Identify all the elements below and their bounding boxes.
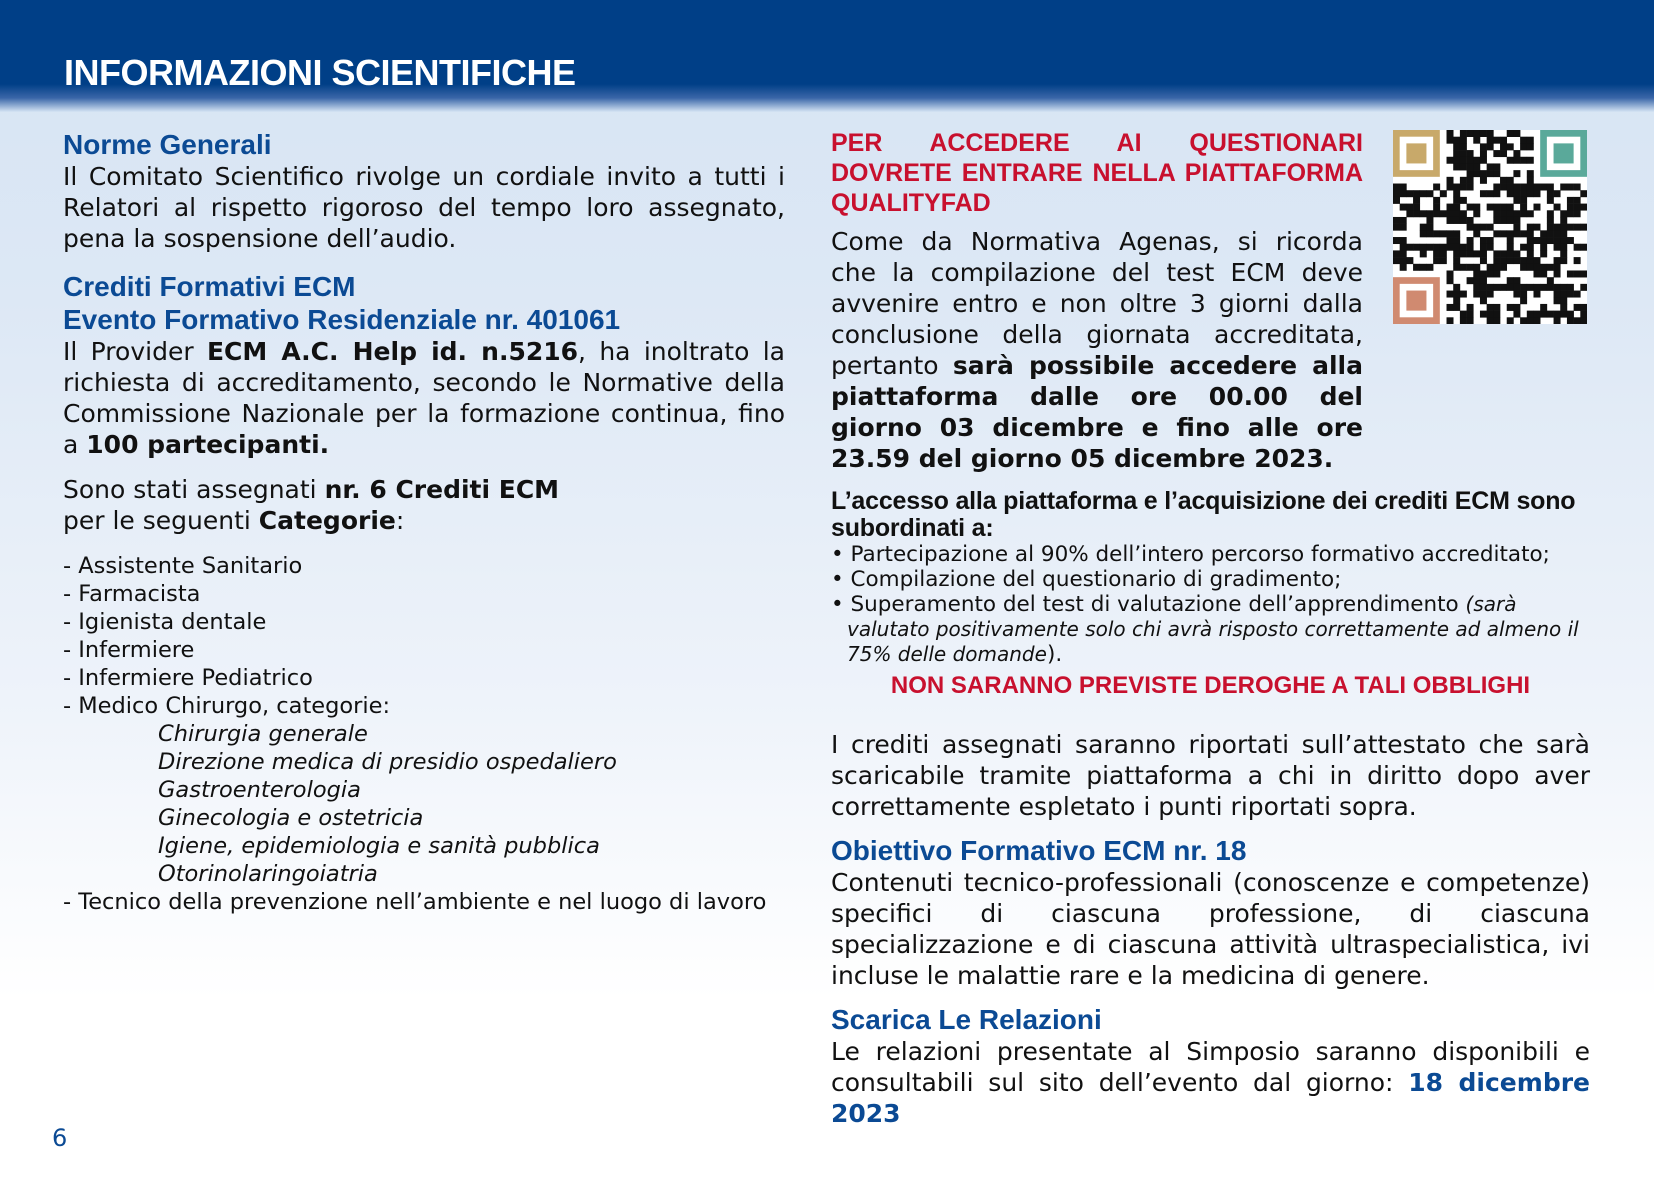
evento-heading: Evento Formativo Residenziale nr. 401061 — [63, 304, 621, 335]
list-item: • Partecipazione al 90% dell’intero percorso formativo accreditato; — [831, 542, 1550, 567]
norme-text: Il Comitato Scientifico rivolge un cordiale invito a tutti i Relatori al rispetto rigoroso del tempo loro assegnato, pena la sospensione dell’audio. — [63, 162, 785, 253]
qr-code-graphic — [1393, 130, 1587, 324]
obiettivo-heading: Obiettivo Formativo ECM nr. 18 — [831, 835, 1247, 866]
list-item: • Superamento del test di valutazione dell’apprendimento (sarà valutato positivamente solo chi avrà risposto correttamente ad almeno il 75% delle domande). — [831, 592, 1579, 667]
list-item: Igiene, epidemiologia e sanità pubblica — [158, 833, 600, 859]
credits-count: nr. 6 Crediti ECM — [324, 475, 560, 504]
categories-list — [63, 552, 785, 916]
list-item: - Tecnico della prevenzione nell’ambiente e nel luogo di lavoro — [63, 889, 767, 915]
scarica-heading: Scarica Le Relazioni — [831, 1004, 1102, 1035]
obiettivo-text: Contenuti tecnico-professionali (conoscenze e competenze) specifici di ciascuna professione, di ciascuna specializzazione e di ciascuna attività ultraspecialistica, ivi incluse le malattie rare e la medicina di genere. — [831, 868, 1590, 990]
assegnati-text: Sono stati assegnati nr. 6 Crediti ECM per le seguenti Categorie: — [63, 475, 560, 535]
normativa-text: Come da Normativa Agenas, si ricorda che la compilazione del test ECM deve avvenire entro e non oltre 3 giorni dalla conclusione della giornata accreditata, pertanto sarà possibile accedere alla piattaforma dalle ore 00.00 del giorno 03 dicembre e fino alle ore 23.59 del giorno 05 dicembre 2023. — [831, 227, 1363, 473]
access-block — [831, 128, 1363, 474]
list-item: Direzione medica di presidio ospedaliero — [158, 749, 617, 775]
left-column — [63, 128, 785, 916]
list-item: - Infermiere Pediatrico — [63, 665, 313, 691]
list-item: • Compilazione del questionario di gradimento; — [831, 567, 1342, 592]
header-banner — [0, 0, 1654, 112]
provider-id: ECM A.C. Help id. n.5216 — [206, 337, 579, 366]
list-item: - Farmacista — [63, 581, 201, 607]
list-item: - Assistente Sanitario — [63, 553, 303, 579]
crediti-text: I crediti assegnati saranno riportati sull’attestato che sarà scaricabile tramite piattaforma a chi in diritto dopo aver correttamente espletato i punti riportati sopra. — [831, 730, 1590, 821]
crediti-heading: Crediti Formativi ECM — [63, 271, 356, 302]
norme-heading: Norme Generali — [63, 129, 272, 160]
subordinati-heading: L’accesso alla piattaforma e l’acquisizione dei crediti ECM sono subordinati a: — [831, 487, 1576, 542]
access-heading: PER ACCEDERE AI QUESTIONARI DOVRETE ENTRARE NELLA PIATTAFORMA QUALITYFAD — [831, 129, 1363, 217]
warning-text: NON SARANNO PREVISTE DEROGHE A TALI OBBLIGHI — [890, 672, 1531, 699]
requirements-list — [831, 542, 1590, 667]
list-item: Otorinolaringoiatria — [158, 861, 378, 887]
list-item: Gastroenterologia — [158, 777, 361, 803]
scarica-date-link[interactable]: 18 dicembre 2023 — [831, 1068, 1590, 1128]
list-item: Chirurgia generale — [158, 721, 368, 747]
page-title: INFORMAZIONI SCIENTIFICHE — [64, 52, 576, 93]
scarica-text: Le relazioni presentate al Simposio saranno disponibili e consultabili sul sito dell’evento dal giorno: 18 dicembre 2023 — [831, 1037, 1590, 1128]
list-item: - Medico Chirurgo, categorie: — [63, 693, 391, 719]
qr-code-icon[interactable] — [1393, 130, 1587, 324]
list-item: - Infermiere — [63, 637, 195, 663]
page-number: 6 — [52, 1124, 68, 1152]
right-column — [831, 128, 1590, 1129]
participants-limit: 100 partecipanti. — [86, 430, 330, 459]
list-item: Ginecologia e ostetricia — [158, 805, 424, 831]
provider-text: Il Provider ECM A.C. Help id. n.5216, ha inoltrato la richiesta di accreditamento, secondo le Normative della Commissione Nazionale per la formazione continua, fino a 100 partecipanti. — [63, 337, 785, 459]
list-item: - Igienista dentale — [63, 609, 267, 635]
